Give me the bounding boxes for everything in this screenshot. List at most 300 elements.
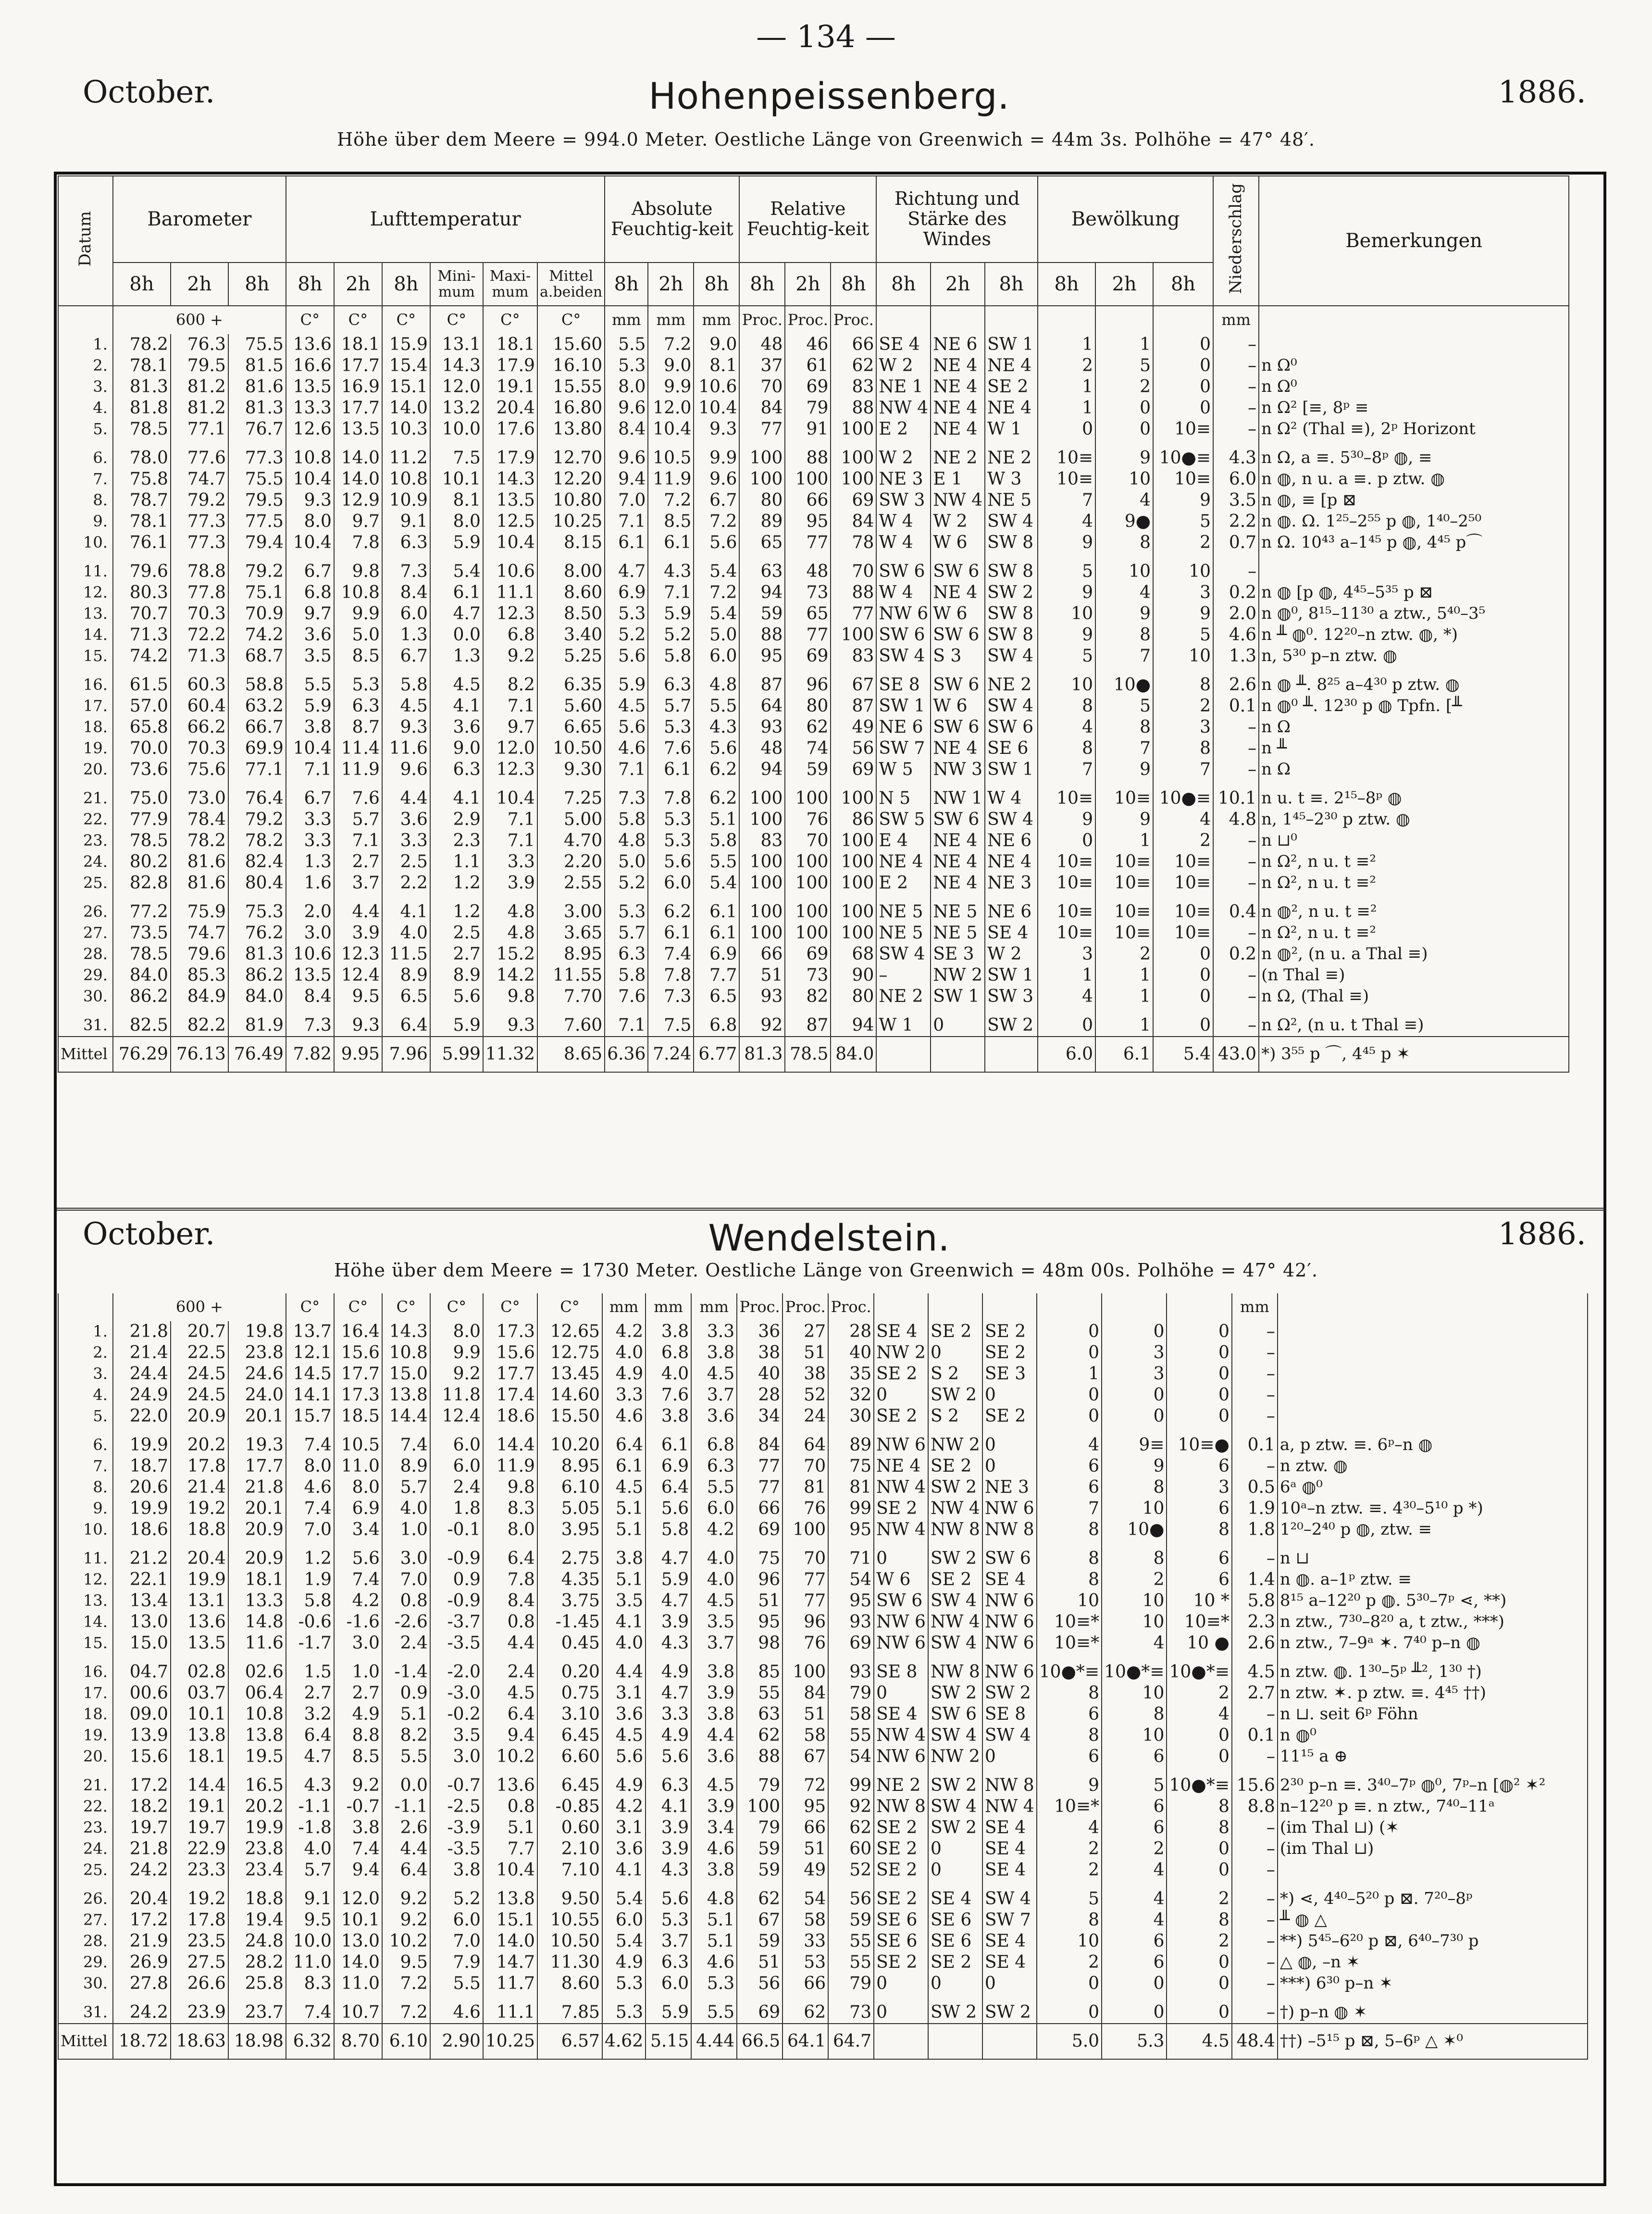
cell-rel-8h-eve: 93 (828, 1654, 874, 1683)
cell-temp-2h: 14.0 (334, 440, 382, 469)
cell-bemerkungen: (im Thal ⊔) (✶ (1278, 1817, 1588, 1839)
cell-cloud-8h-eve: 10≡ (1153, 894, 1213, 923)
cell-cloud-2h: 9 (1095, 809, 1153, 830)
cell-temp-mittel: 13.45 (537, 1363, 602, 1385)
cell-temp-max: 8.2 (483, 667, 537, 696)
hohen-table (58, 175, 1569, 1073)
cell-temp-max: 15.6 (483, 1342, 537, 1363)
cell-cloud-2h: 1 (1095, 1007, 1153, 1037)
cell-temp-max: 8.3 (483, 1498, 537, 1519)
cell-niederschlag: 0.2 (1213, 582, 1259, 603)
cell-temp-mittel: 15.50 (537, 1406, 602, 1427)
cell-rel-8h-eve: 30 (828, 1406, 874, 1427)
cell-abs-2h: 7.2 (648, 334, 694, 355)
unit-celsius: C° (483, 1293, 537, 1321)
cell-datum: 26. (58, 1881, 113, 1910)
cell-rel-8h: 77 (737, 1456, 783, 1477)
cell-temp-2h: 8.5 (334, 1746, 382, 1767)
cell-wind-8h-eve: NE 3 (982, 1477, 1037, 1498)
cell-temp-8h-eve: 6.4 (382, 1007, 430, 1037)
cell-cloud-8h-eve: 0 (1167, 1994, 1231, 2024)
unit-cell (985, 306, 1038, 334)
cell-bemerkungen: n ztw., 7³⁰–8²⁰ a, t ztw., ***) (1278, 1612, 1588, 1633)
cell-cloud-8h: 3 (1038, 944, 1095, 965)
cell-cloud-8h: 4 (1038, 986, 1095, 1007)
cell-niederschlag: – (1213, 738, 1259, 759)
cell-baro-8h: 61.5 (113, 667, 171, 696)
cell-datum: 1. (58, 1321, 113, 1342)
cell-cloud-2h: 9≡ (1102, 1427, 1167, 1456)
cell-baro-8h: 26.9 (113, 1952, 171, 1973)
cell-temp-min: 3.8 (430, 1860, 483, 1881)
cell-cloud-8h: 10≡* (1037, 1796, 1102, 1817)
cell-temp-2h: 14.0 (334, 1952, 382, 1973)
cell-temp-2h: 13.5 (334, 419, 382, 440)
cell-bemerkungen: 10ᵃ–n ztw. ≡. 4³⁰–5¹⁰ p *) (1278, 1498, 1588, 1519)
cell-niederschlag: 4.5 (1232, 1654, 1278, 1683)
table-row (58, 1590, 1588, 1612)
cell-temp-2h: -0.7 (334, 1796, 382, 1817)
cell-niederschlag: – (1232, 1342, 1278, 1363)
cell-temp-min: 3.6 (430, 717, 483, 738)
mean-baro-8h-eve: 76.49 (228, 1037, 286, 1072)
cell-temp-max: 6.4 (483, 1540, 537, 1569)
hdr-8h: 8h (694, 263, 739, 306)
cell-temp-max: 12.0 (483, 738, 537, 759)
cell-abs-8h: 3.5 (602, 1590, 646, 1612)
cell-abs-2h: 3.7 (646, 1931, 691, 1952)
cell-rel-2h: 77 (783, 1569, 828, 1590)
cell-wind-8h: E 2 (876, 419, 931, 440)
cell-temp-mittel: 8.95 (537, 944, 605, 965)
cell-wind-2h: SW 2 (928, 1994, 982, 2024)
cell-rel-8h-eve: 84 (831, 511, 876, 532)
cell-temp-mittel: 12.70 (537, 440, 605, 469)
cell-abs-2h: 8.5 (648, 511, 694, 532)
cell-cloud-2h: 1 (1095, 334, 1153, 355)
cell-cloud-8h-eve: 2 (1167, 1931, 1231, 1952)
mean-cloud-8h-eve: 4.5 (1167, 2024, 1231, 2059)
cell-niederschlag: 0.1 (1213, 696, 1259, 717)
cell-abs-8h-eve: 4.8 (691, 1881, 737, 1910)
cell-abs-2h: 4.7 (646, 1540, 691, 1569)
cell-temp-8h-eve: 4.4 (382, 780, 430, 809)
cell-cloud-2h: 0 (1102, 1994, 1167, 2024)
cell-baro-8h-eve: 68.7 (228, 646, 286, 667)
cell-abs-8h: 4.0 (602, 1633, 646, 1654)
cell-temp-min: 7.0 (430, 1931, 483, 1952)
hdr-8h: 8h (382, 263, 430, 306)
cell-rel-8h: 84 (737, 1427, 783, 1456)
cell-bemerkungen: ***) 6³⁰ p–n ✶ (1278, 1973, 1588, 1994)
cell-bemerkungen: n ◍ ╨. 8²⁵ a–4³⁰ p ztw. ◍ (1259, 667, 1569, 696)
cell-baro-2h: 20.4 (171, 1540, 228, 1569)
cell-abs-2h: 4.0 (646, 1363, 691, 1385)
cell-rel-8h-eve: 78 (831, 532, 876, 553)
cell-abs-8h: 5.8 (605, 809, 648, 830)
cell-abs-2h: 4.7 (646, 1683, 691, 1704)
unit-cell (1167, 1293, 1231, 1321)
cell-rel-2h: 87 (785, 1007, 831, 1037)
cell-temp-2h: 9.5 (334, 986, 382, 1007)
cell-bemerkungen: n Ω (1259, 759, 1569, 780)
cell-datum: 23. (58, 830, 113, 851)
cell-abs-8h-eve: 6.7 (694, 490, 739, 511)
cell-rel-8h: 63 (739, 553, 785, 582)
cell-temp-max: 9.7 (483, 717, 537, 738)
cell-temp-mittel: 10.25 (537, 511, 605, 532)
table-row (58, 582, 1569, 603)
cell-temp-min: 5.9 (430, 1007, 483, 1037)
cell-temp-mittel: 7.25 (537, 780, 605, 809)
cell-baro-8h: 65.8 (113, 717, 171, 738)
cell-cloud-8h-eve: 8 (1167, 1910, 1231, 1931)
cell-cloud-2h: 8 (1095, 717, 1153, 738)
cell-baro-2h: 79.5 (171, 355, 228, 376)
cell-wind-8h-eve: NE 4 (985, 851, 1038, 873)
cell-bemerkungen: n ztw. ◍ (1278, 1456, 1588, 1477)
cell-temp-8h-eve: 5.7 (382, 1477, 430, 1498)
cell-baro-8h-eve: 23.8 (228, 1342, 286, 1363)
cell-abs-8h-eve: 6.9 (694, 944, 739, 965)
cell-baro-8h: 81.3 (113, 376, 171, 398)
cell-abs-8h-eve: 4.3 (694, 717, 739, 738)
cell-baro-8h: 24.2 (113, 1994, 171, 2024)
cell-temp-mittel: 12.20 (537, 469, 605, 490)
cell-niederschlag: – (1232, 1746, 1278, 1767)
cell-datum: 24. (58, 851, 113, 873)
cell-cloud-8h: 0 (1037, 1994, 1102, 2024)
cell-datum: 14. (58, 1612, 113, 1633)
cell-wind-2h: NE 5 (931, 923, 985, 944)
cell-baro-8h-eve: 13.8 (228, 1725, 286, 1746)
cell-datum: 29. (58, 1952, 113, 1973)
cell-abs-2h: 6.1 (648, 923, 694, 944)
cell-datum: 23. (58, 1817, 113, 1839)
cell-abs-2h: 9.0 (648, 355, 694, 376)
cell-bemerkungen: n Ω. 10⁴³ a–1⁴⁵ p ◍, 4⁴⁵ p⌒ (1259, 532, 1569, 553)
cell-niederschlag: 4.8 (1213, 809, 1259, 830)
cell-temp-mittel: 4.35 (537, 1569, 602, 1590)
cell-temp-min: -3.9 (430, 1817, 483, 1839)
cell-baro-2h: 02.8 (171, 1654, 228, 1683)
cell-wind-8h: SW 4 (876, 646, 931, 667)
cell-temp-8h-eve: 5.1 (382, 1704, 430, 1725)
cell-baro-8h-eve: 19.4 (228, 1910, 286, 1931)
cell-wind-8h-eve: W 4 (985, 780, 1038, 809)
cell-cloud-2h: 0 (1102, 1321, 1167, 1342)
cell-temp-min: 3.0 (430, 1746, 483, 1767)
cell-temp-8h-eve: 14.4 (382, 1406, 430, 1427)
cell-baro-8h: 19.7 (113, 1817, 171, 1839)
cell-datum: 21. (58, 1767, 113, 1796)
cell-baro-8h-eve: 23.8 (228, 1839, 286, 1860)
cell-bemerkungen (1278, 1860, 1588, 1881)
cell-cloud-2h: 4 (1102, 1860, 1167, 1881)
cell-cloud-8h: 0 (1037, 1406, 1102, 1427)
cell-temp-mittel: 5.60 (537, 696, 605, 717)
cell-cloud-8h: 10≡ (1038, 873, 1095, 894)
cell-bemerkungen (1259, 553, 1569, 582)
cell-bemerkungen: 1²⁰–2⁴⁰ p ◍, ztw. ≡ (1278, 1519, 1588, 1540)
cell-wind-8h-eve: SE 2 (982, 1342, 1037, 1363)
cell-temp-2h: 7.4 (334, 1569, 382, 1590)
cell-wind-2h: SW 6 (931, 717, 985, 738)
cell-cloud-8h-eve: 0 (1167, 1321, 1231, 1342)
cell-temp-min: 10.1 (430, 469, 483, 490)
cell-abs-2h: 7.8 (648, 780, 694, 809)
cell-wind-8h: NW 2 (874, 1342, 928, 1363)
mean-abs-8h: 6.36 (605, 1037, 648, 1072)
cell-wind-8h-eve: SE 4 (985, 923, 1038, 944)
cell-abs-8h: 4.1 (602, 1860, 646, 1881)
hdr-8h: 8h (286, 263, 334, 306)
cell-rel-8h: 100 (739, 851, 785, 873)
cell-cloud-2h: 10● (1095, 667, 1153, 696)
cell-temp-mittel: 10.50 (537, 1931, 602, 1952)
cell-abs-2h: 5.9 (646, 1569, 691, 1590)
cell-abs-8h: 4.8 (605, 830, 648, 851)
cell-wind-8h-eve: SW 3 (985, 986, 1038, 1007)
cell-rel-8h: 94 (739, 582, 785, 603)
cell-abs-8h-eve: 9.0 (694, 334, 739, 355)
cell-rel-8h: 87 (739, 667, 785, 696)
cell-cloud-8h-eve: 10●*≡ (1167, 1767, 1231, 1796)
hdr-8h: 8h (739, 263, 785, 306)
mean-datum: Mittel (58, 2024, 113, 2059)
cell-wind-2h: SW 4 (928, 1633, 982, 1654)
cell-baro-8h: 77.2 (113, 894, 171, 923)
cell-wind-2h: SW 6 (931, 667, 985, 696)
cell-temp-2h: 9.2 (334, 1767, 382, 1796)
cell-temp-8h: 7.4 (286, 1498, 334, 1519)
cell-cloud-8h-eve: 0 (1167, 1952, 1231, 1973)
cell-niederschlag: – (1232, 1363, 1278, 1385)
cell-datum: 25. (58, 873, 113, 894)
mean-cloud-8h: 5.0 (1037, 2024, 1102, 2059)
cell-temp-mittel: 7.85 (537, 1994, 602, 2024)
cell-abs-8h-eve: 3.4 (691, 1817, 737, 1839)
cell-wind-8h: SE 2 (874, 1839, 928, 1860)
cell-wind-8h: W 2 (876, 355, 931, 376)
cell-wind-8h: NW 4 (874, 1725, 928, 1746)
cell-datum: 21. (58, 780, 113, 809)
cell-cloud-8h-eve: 0 (1167, 1342, 1231, 1363)
cell-temp-8h-eve: 14.3 (382, 1321, 430, 1342)
cell-wind-8h: N 5 (876, 780, 931, 809)
cell-baro-2h: 13.1 (171, 1590, 228, 1612)
cell-rel-2h: 73 (785, 965, 831, 986)
cell-rel-2h: 66 (785, 490, 831, 511)
cell-abs-2h: 6.9 (646, 1456, 691, 1477)
cell-temp-8h: 9.1 (286, 1881, 334, 1910)
cell-abs-8h: 3.6 (602, 1704, 646, 1725)
cell-datum: 2. (58, 355, 113, 376)
cell-temp-2h: 3.7 (334, 873, 382, 894)
cell-wind-8h-eve: SW 8 (985, 625, 1038, 646)
table-row (58, 419, 1569, 440)
cell-baro-8h-eve: 10.8 (228, 1704, 286, 1725)
cell-cloud-8h-eve: 10●*≡ (1167, 1654, 1231, 1683)
mean-row (58, 2024, 1588, 2059)
cell-temp-8h-eve: 8.9 (382, 965, 430, 986)
unit-celsius: C° (537, 1293, 602, 1321)
cell-temp-8h: 13.5 (286, 965, 334, 986)
cell-wind-8h: SW 1 (876, 696, 931, 717)
cell-cloud-2h: 10 (1102, 1498, 1167, 1519)
cell-rel-8h: 56 (737, 1973, 783, 1994)
cell-niederschlag: 0.1 (1232, 1725, 1278, 1746)
cell-datum: 13. (58, 1590, 113, 1612)
cell-baro-8h: 22.1 (113, 1569, 171, 1590)
cell-abs-8h-eve: 5.0 (694, 625, 739, 646)
cell-abs-2h: 7.5 (648, 1007, 694, 1037)
cell-rel-8h-eve: 75 (828, 1456, 874, 1477)
cell-abs-8h-eve: 5.1 (694, 809, 739, 830)
cell-baro-8h-eve: 77.5 (228, 511, 286, 532)
cell-temp-min: 0.9 (430, 1569, 483, 1590)
cell-abs-2h: 5.3 (646, 1910, 691, 1931)
cell-temp-min: -0.9 (430, 1590, 483, 1612)
cell-wind-8h-eve: NE 5 (985, 490, 1038, 511)
table-row (58, 1633, 1588, 1654)
cell-baro-8h-eve: 21.8 (228, 1477, 286, 1498)
cell-rel-2h: 70 (783, 1540, 828, 1569)
cell-wind-8h: NW 4 (874, 1477, 928, 1498)
cell-niederschlag: – (1213, 830, 1259, 851)
mean-baro-8h-eve: 18.98 (228, 2024, 286, 2059)
cell-niederschlag: 0.2 (1213, 944, 1259, 965)
cell-cloud-2h: 10 (1102, 1590, 1167, 1612)
cell-baro-8h-eve: 79.5 (228, 490, 286, 511)
cell-wind-8h-eve: W 1 (985, 419, 1038, 440)
cell-baro-8h-eve: 74.2 (228, 625, 286, 646)
cell-temp-max: 15.1 (483, 1910, 537, 1931)
cell-temp-8h: 1.3 (286, 851, 334, 873)
cell-cloud-2h: 6 (1102, 1817, 1167, 1839)
table-row (58, 1654, 1588, 1683)
cell-temp-8h-eve: 11.5 (382, 944, 430, 965)
cell-rel-2h: 74 (785, 738, 831, 759)
cell-cloud-8h-eve: 3 (1167, 1477, 1231, 1498)
cell-wind-8h: SE 2 (874, 1363, 928, 1385)
cell-cloud-8h-eve: 7 (1153, 759, 1213, 780)
table-row (58, 490, 1569, 511)
cell-abs-8h: 8.4 (605, 419, 648, 440)
cell-abs-8h-eve: 6.0 (691, 1498, 737, 1519)
cell-wind-2h: NW 3 (931, 759, 985, 780)
cell-baro-8h: 77.9 (113, 809, 171, 830)
cell-rel-8h: 62 (737, 1881, 783, 1910)
cell-cloud-8h: 6 (1037, 1456, 1102, 1477)
cell-abs-8h: 5.6 (605, 646, 648, 667)
cell-rel-2h: 73 (785, 582, 831, 603)
cell-rel-8h-eve: 60 (828, 1839, 874, 1860)
cell-rel-8h: 95 (737, 1612, 783, 1633)
unit-cell (928, 1293, 982, 1321)
mean-baro-2h: 18.63 (171, 2024, 228, 2059)
cell-baro-8h: 70.7 (113, 603, 171, 625)
cell-temp-2h: 11.9 (334, 759, 382, 780)
table-row (58, 469, 1569, 490)
cell-abs-8h-eve: 3.8 (691, 1342, 737, 1363)
cell-cloud-2h: 4 (1095, 490, 1153, 511)
cell-cloud-8h-eve: 10 * (1167, 1590, 1231, 1612)
cell-temp-max: 3.3 (483, 851, 537, 873)
cell-temp-max: 18.1 (483, 334, 537, 355)
cell-cloud-8h: 9 (1038, 532, 1095, 553)
cell-wind-2h: NW 1 (931, 780, 985, 809)
cell-rel-8h: 93 (739, 986, 785, 1007)
cell-abs-8h: 9.6 (605, 398, 648, 419)
cell-cloud-8h: 7 (1037, 1498, 1102, 1519)
cell-rel-8h-eve: 99 (828, 1498, 874, 1519)
cell-abs-8h: 5.4 (602, 1931, 646, 1952)
cell-temp-8h-eve: 6.3 (382, 532, 430, 553)
cell-temp-min: -3.7 (430, 1612, 483, 1633)
cell-cloud-2h: 0 (1095, 398, 1153, 419)
cell-cloud-8h: 10≡ (1038, 469, 1095, 490)
cell-abs-8h: 9.6 (605, 440, 648, 469)
cell-bemerkungen: △ ◍, –n ✶ (1278, 1952, 1588, 1973)
cell-wind-8h: W 2 (876, 440, 931, 469)
cell-baro-8h-eve: 24.0 (228, 1385, 286, 1406)
cell-wind-8h: NE 5 (876, 894, 931, 923)
cell-temp-mittel: 3.10 (537, 1704, 602, 1725)
cell-temp-8h-eve: 0.0 (382, 1767, 430, 1796)
wendel-table (58, 1293, 1588, 2060)
cell-datum: 14. (58, 625, 113, 646)
cell-baro-8h: 80.3 (113, 582, 171, 603)
cell-temp-8h: 7.1 (286, 759, 334, 780)
cell-wind-8h-eve: SE 2 (985, 376, 1038, 398)
cell-rel-8h: 63 (737, 1704, 783, 1725)
cell-baro-8h-eve: 16.5 (228, 1767, 286, 1796)
cell-bemerkungen: n Ω², n u. t ≡² (1259, 873, 1569, 894)
cell-baro-2h: 13.8 (171, 1725, 228, 1746)
table-row (58, 1767, 1588, 1796)
cell-temp-min: 1.2 (430, 894, 483, 923)
mean-cloud-2h: 5.3 (1102, 2024, 1167, 2059)
cell-baro-8h: 78.5 (113, 944, 171, 965)
cell-wind-8h-eve: SE 4 (982, 1931, 1037, 1952)
cell-abs-8h: 5.1 (602, 1519, 646, 1540)
cell-wind-8h-eve: NW 6 (982, 1590, 1037, 1612)
cell-bemerkungen: n Ω, (Thal ≡) (1259, 986, 1569, 1007)
cell-datum: 11. (58, 553, 113, 582)
cell-baro-8h: 75.8 (113, 469, 171, 490)
cell-abs-8h-eve: 4.5 (691, 1363, 737, 1385)
cell-temp-min: 0.0 (430, 625, 483, 646)
cell-wind-8h: SE 4 (876, 334, 931, 355)
cell-abs-8h: 3.1 (602, 1683, 646, 1704)
cell-baro-8h: 81.8 (113, 398, 171, 419)
cell-baro-8h-eve: 82.4 (228, 851, 286, 873)
cell-cloud-8h-eve: 10 ● (1167, 1633, 1231, 1654)
cell-temp-max: 14.0 (483, 1931, 537, 1952)
cell-rel-2h: 48 (785, 553, 831, 582)
unit-cell (1153, 306, 1213, 334)
cell-baro-8h: 00.6 (113, 1683, 171, 1704)
cell-cloud-8h: 10≡ (1038, 851, 1095, 873)
cell-niederschlag: 2.0 (1213, 603, 1259, 625)
cell-baro-2h: 17.8 (171, 1910, 228, 1931)
cell-wind-8h: NW 6 (874, 1612, 928, 1633)
cell-temp-min: -3.5 (430, 1633, 483, 1654)
cell-bemerkungen: n ⊔⁰ (1259, 830, 1569, 851)
cell-baro-2h: 71.3 (171, 646, 228, 667)
cell-rel-2h: 72 (783, 1767, 828, 1796)
